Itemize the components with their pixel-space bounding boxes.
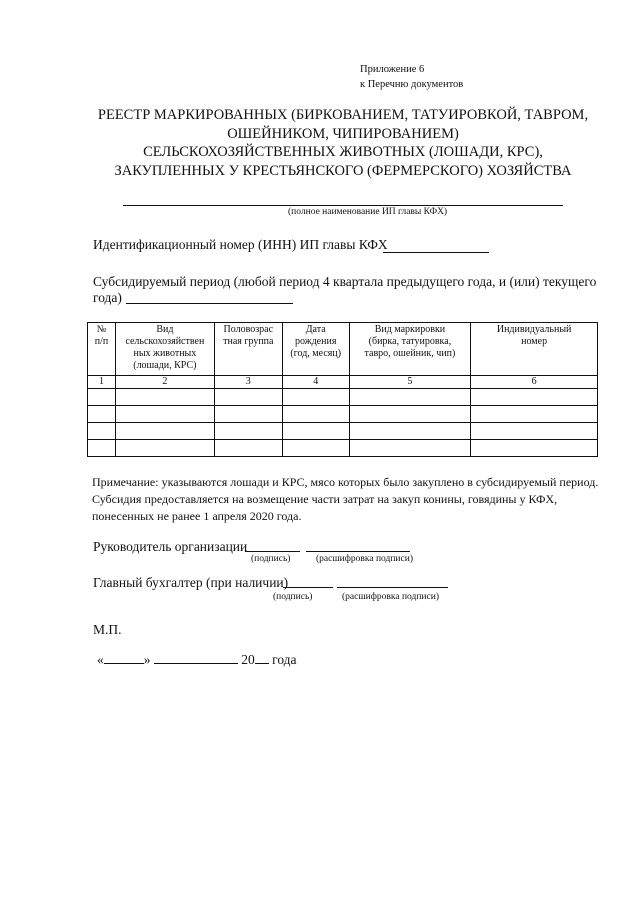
header-cell-sex-age-group: Половозрас тная группа bbox=[214, 323, 282, 376]
registry-table bbox=[87, 322, 598, 457]
full-name-line[interactable] bbox=[123, 205, 563, 206]
head-label: Руководитель организации bbox=[93, 539, 248, 554]
table-cell[interactable] bbox=[115, 406, 214, 423]
table-cell[interactable] bbox=[471, 423, 598, 440]
accountant-signature-field[interactable] bbox=[283, 587, 333, 588]
note-line-1: Примечание: указываются лошади и КРС, мясо которых было закуплено в субсидируемый период. bbox=[92, 475, 599, 489]
table-cell[interactable] bbox=[115, 423, 214, 440]
period-field[interactable] bbox=[126, 303, 293, 304]
table-cell[interactable] bbox=[88, 423, 116, 440]
period-label-line-2: года) bbox=[93, 290, 122, 305]
accountant-decode-field[interactable] bbox=[337, 587, 448, 588]
table-cell[interactable] bbox=[88, 389, 116, 406]
title-line-4: ЗАКУПЛЕННЫХ У КРЕСТЬЯНСКОГО (ФЕРМЕРСКОГО) ХОЗЯЙСТВА bbox=[114, 162, 572, 179]
table-cell[interactable] bbox=[349, 406, 471, 423]
column-number: 6 bbox=[471, 376, 598, 389]
table-cell[interactable] bbox=[282, 423, 349, 440]
header-cell-number: № п/п bbox=[88, 323, 116, 376]
header-cell-individual-number: Индивидуальный номер bbox=[471, 323, 598, 376]
date-day-field[interactable] bbox=[104, 652, 144, 664]
date-line bbox=[97, 652, 297, 668]
inn-field[interactable] bbox=[383, 252, 489, 253]
head-decode-field[interactable] bbox=[306, 551, 410, 552]
table-cell[interactable] bbox=[214, 440, 282, 457]
table-cell[interactable] bbox=[471, 440, 598, 457]
table-row bbox=[88, 389, 598, 406]
title-line-1: РЕЕСТР МАРКИРОВАННЫХ (БИРКОВАНИЕМ, ТАТУИРОВКОЙ, ТАВРОМ, bbox=[97, 107, 589, 123]
date-year-suffix: года bbox=[272, 652, 297, 667]
title-line-3: СЕЛЬСКОХОЗЯЙСТВЕННЫХ ЖИВОТНЫХ (ЛОШАДИ, КРС), bbox=[143, 144, 543, 160]
table-cell[interactable] bbox=[282, 389, 349, 406]
column-number: 2 bbox=[115, 376, 214, 389]
table-cell[interactable] bbox=[471, 389, 598, 406]
table-cell[interactable] bbox=[214, 423, 282, 440]
date-year-field[interactable] bbox=[255, 652, 269, 664]
note-line-3: понесенных не ранее 1 апреля 2020 года. bbox=[92, 509, 302, 523]
table-row bbox=[88, 423, 598, 440]
date-month-field[interactable] bbox=[154, 652, 238, 664]
table-header-row bbox=[88, 323, 598, 376]
header-cell-marking-type: Вид маркировки (бирка, татуировка, тавро, ошейник, чип) bbox=[349, 323, 471, 376]
full-name-caption: (полное наименование ИП главы КФХ) bbox=[288, 207, 448, 217]
table-cell[interactable] bbox=[115, 389, 214, 406]
column-number: 1 bbox=[88, 376, 116, 389]
head-signature-caption: (подпись) bbox=[251, 554, 291, 564]
table-cell[interactable] bbox=[349, 440, 471, 457]
table-cell[interactable] bbox=[214, 389, 282, 406]
table-row bbox=[88, 440, 598, 457]
appendix-line-2: к Перечню документов bbox=[360, 79, 464, 90]
date-close-quote: » bbox=[143, 652, 151, 667]
table-cell[interactable] bbox=[282, 406, 349, 423]
date-year-prefix: 20 bbox=[241, 652, 255, 667]
column-number: 3 bbox=[214, 376, 282, 389]
table-cell[interactable] bbox=[282, 440, 349, 457]
appendix-line-1: Приложение 6 bbox=[360, 64, 425, 75]
header-cell-animal-type: Вид сельскохозяйствен ных животных (лошади, КРС) bbox=[115, 323, 214, 376]
table-cell[interactable] bbox=[471, 406, 598, 423]
head-signature-field[interactable] bbox=[245, 551, 300, 552]
accountant-label: Главный бухгалтер (при наличии) bbox=[93, 575, 289, 590]
document-title bbox=[60, 106, 626, 180]
note-block bbox=[92, 474, 612, 525]
table-cell[interactable] bbox=[88, 406, 116, 423]
table-cell[interactable] bbox=[88, 440, 116, 457]
column-number: 4 bbox=[282, 376, 349, 389]
title-line-2: ОШЕЙНИКОМ, ЧИПИРОВАНИЕМ) bbox=[227, 125, 459, 142]
table-cell[interactable] bbox=[214, 406, 282, 423]
header-cell-birth-date: Дата рождения (год, месяц) bbox=[282, 323, 349, 376]
seal-label: М.П. bbox=[93, 622, 122, 637]
table-cell[interactable] bbox=[115, 440, 214, 457]
table-cell[interactable] bbox=[349, 423, 471, 440]
accountant-signature-caption: (подпись) bbox=[273, 592, 313, 602]
date-open-quote: « bbox=[97, 652, 104, 667]
head-decode-caption: (расшифровка подписи) bbox=[316, 554, 413, 564]
table-number-row bbox=[88, 376, 598, 389]
note-line-2: Субсидия предоставляется на возмещение части затрат на закуп конины, говядины у КФХ, bbox=[92, 492, 558, 506]
column-number: 5 bbox=[349, 376, 471, 389]
period-label-line-1: Субсидируемый период (любой период 4 квартала предыдущего года, и (или) текущего bbox=[93, 274, 597, 289]
accountant-decode-caption: (расшифровка подписи) bbox=[342, 592, 439, 602]
table-cell[interactable] bbox=[349, 389, 471, 406]
inn-label: Идентификационный номер (ИНН) ИП главы КФХ bbox=[93, 237, 388, 252]
table-row bbox=[88, 406, 598, 423]
appendix-note bbox=[360, 62, 463, 92]
